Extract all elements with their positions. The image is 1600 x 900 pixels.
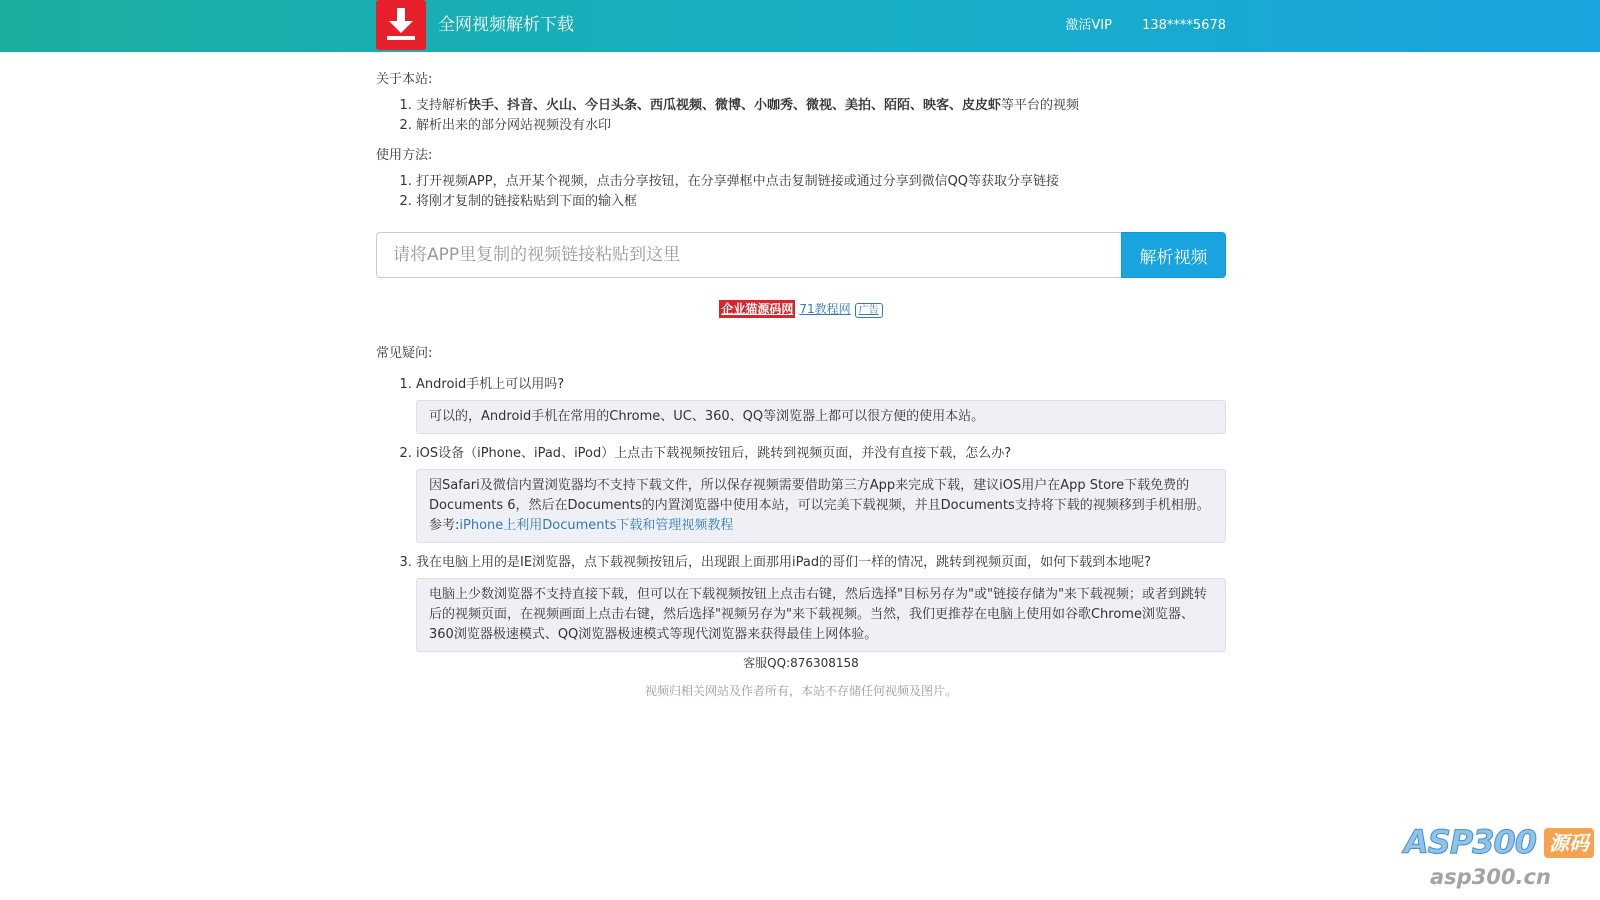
site-logo[interactable] bbox=[376, 0, 426, 50]
about-item bbox=[416, 96, 1226, 116]
copyright-note: 视频归相关网站及作者所有，本站不存储任何视频及图片。 bbox=[644, 684, 957, 698]
ad-badge-link[interactable]: 企业猫源码网 bbox=[721, 302, 794, 316]
faq-answer: 电脑上少数浏览器不支持直接下载，但可以在下载视频按钮上点击右键，然后选择"目标另存为"或"链接存储为"来下载视频；或者到跳转后的视频页面，在视频画面上点击右键，然后选择"视频另存为"来下载视频。当然，我们更推荐在电脑上使用如谷歌Chrome浏览器、360浏览器极速模式、QQ浏览器极速模式等现代浏览器来获得最佳上网体验。 bbox=[416, 578, 1226, 652]
documents-tutorial-link[interactable]: iPhone上利用Documents下载和管理视频教程 bbox=[459, 518, 734, 533]
about-list bbox=[376, 96, 1226, 136]
ad-row bbox=[376, 300, 1226, 318]
ad-tutorial-link[interactable]: 71教程网 bbox=[799, 302, 851, 316]
search-row bbox=[376, 232, 1226, 278]
user-account-link[interactable]: 138****5678 bbox=[1142, 18, 1226, 33]
faq-heading: 常见疑问: bbox=[376, 346, 433, 361]
faq-answer bbox=[416, 469, 1226, 543]
footer bbox=[376, 654, 1226, 700]
download-arrow-icon bbox=[385, 6, 417, 42]
usage-item: 2. 将刚才复制的链接粘贴到下面的输入框 bbox=[416, 192, 1226, 212]
faq-item bbox=[416, 439, 1226, 543]
faq-answer-text: 因Safari及微信内置浏览器均不支持下载文件，所以保存视频需要借助第三方App来完成下载，建议iOS用户在App Store下载免费的Documents 6，然后在Documents的内置浏览器中使用本站，可以完美下载视频，并且Documents支持将下载的视频移到手机相册。参考: bbox=[429, 478, 1210, 533]
ad-tag-link[interactable]: 广告 bbox=[855, 303, 883, 318]
faq-item bbox=[416, 370, 1226, 434]
faq-question: 3. 我在电脑上用的是IE浏览器，点下载视频按钮后，出现跟上面那用iPad的哥们一样的情况，跳转到视频页面，如何下载到本地呢? bbox=[416, 555, 1152, 570]
watermark-badge: 源码 bbox=[1544, 828, 1594, 858]
about-item-prefix: 支持解析 bbox=[416, 98, 469, 113]
watermark-main: ASP300 bbox=[1404, 823, 1537, 861]
video-url-input[interactable] bbox=[376, 232, 1122, 278]
usage-heading: 使用方法: bbox=[376, 148, 433, 163]
about-heading: 关于本站: bbox=[376, 72, 433, 87]
faq-question: 1. Android手机上可以用吗? bbox=[416, 377, 565, 392]
faq-item bbox=[416, 548, 1226, 652]
about-item: 2. 解析出来的部分网站视频没有水印 bbox=[416, 116, 1226, 136]
top-navbar bbox=[0, 0, 1600, 52]
watermark-logo bbox=[1404, 822, 1600, 900]
faq-answer: 可以的，Android手机在常用的Chrome、UC、360、QQ等浏览器上都可以很方便的使用本站。 bbox=[416, 400, 1226, 434]
about-platforms: 快手、抖音、火山、今日头条、西瓜视频、微博、小咖秀、微视、美拍、陌陌、映客、皮皮虾 bbox=[468, 98, 1002, 113]
watermark-sub: asp300.cn bbox=[1430, 865, 1551, 889]
usage-list bbox=[376, 172, 1226, 212]
navbar-inner bbox=[376, 0, 1226, 52]
nav-right bbox=[1065, 16, 1226, 36]
usage-item: 1. 打开视频APP，点开某个视频，点击分享按钮，在分享弹框中点击复制链接或通过分享到微信QQ等获取分享链接 bbox=[416, 172, 1226, 192]
main-content bbox=[376, 64, 1226, 657]
faq-list bbox=[376, 370, 1226, 652]
parse-video-button[interactable]: 解析视频 bbox=[1121, 232, 1226, 278]
faq-question: 2. iOS设备（iPhone、iPad、iPod）上点击下载视频按钮后，跳转到视频页面，并没有直接下载，怎么办? bbox=[416, 446, 1012, 461]
about-item-suffix: 等平台的视频 bbox=[1001, 98, 1080, 113]
customer-service-qq: 客服QQ:876308158 bbox=[743, 656, 859, 670]
activate-vip-link[interactable]: 激活VIP bbox=[1065, 18, 1112, 33]
site-title[interactable]: 全网视频解析下载 bbox=[438, 15, 574, 35]
